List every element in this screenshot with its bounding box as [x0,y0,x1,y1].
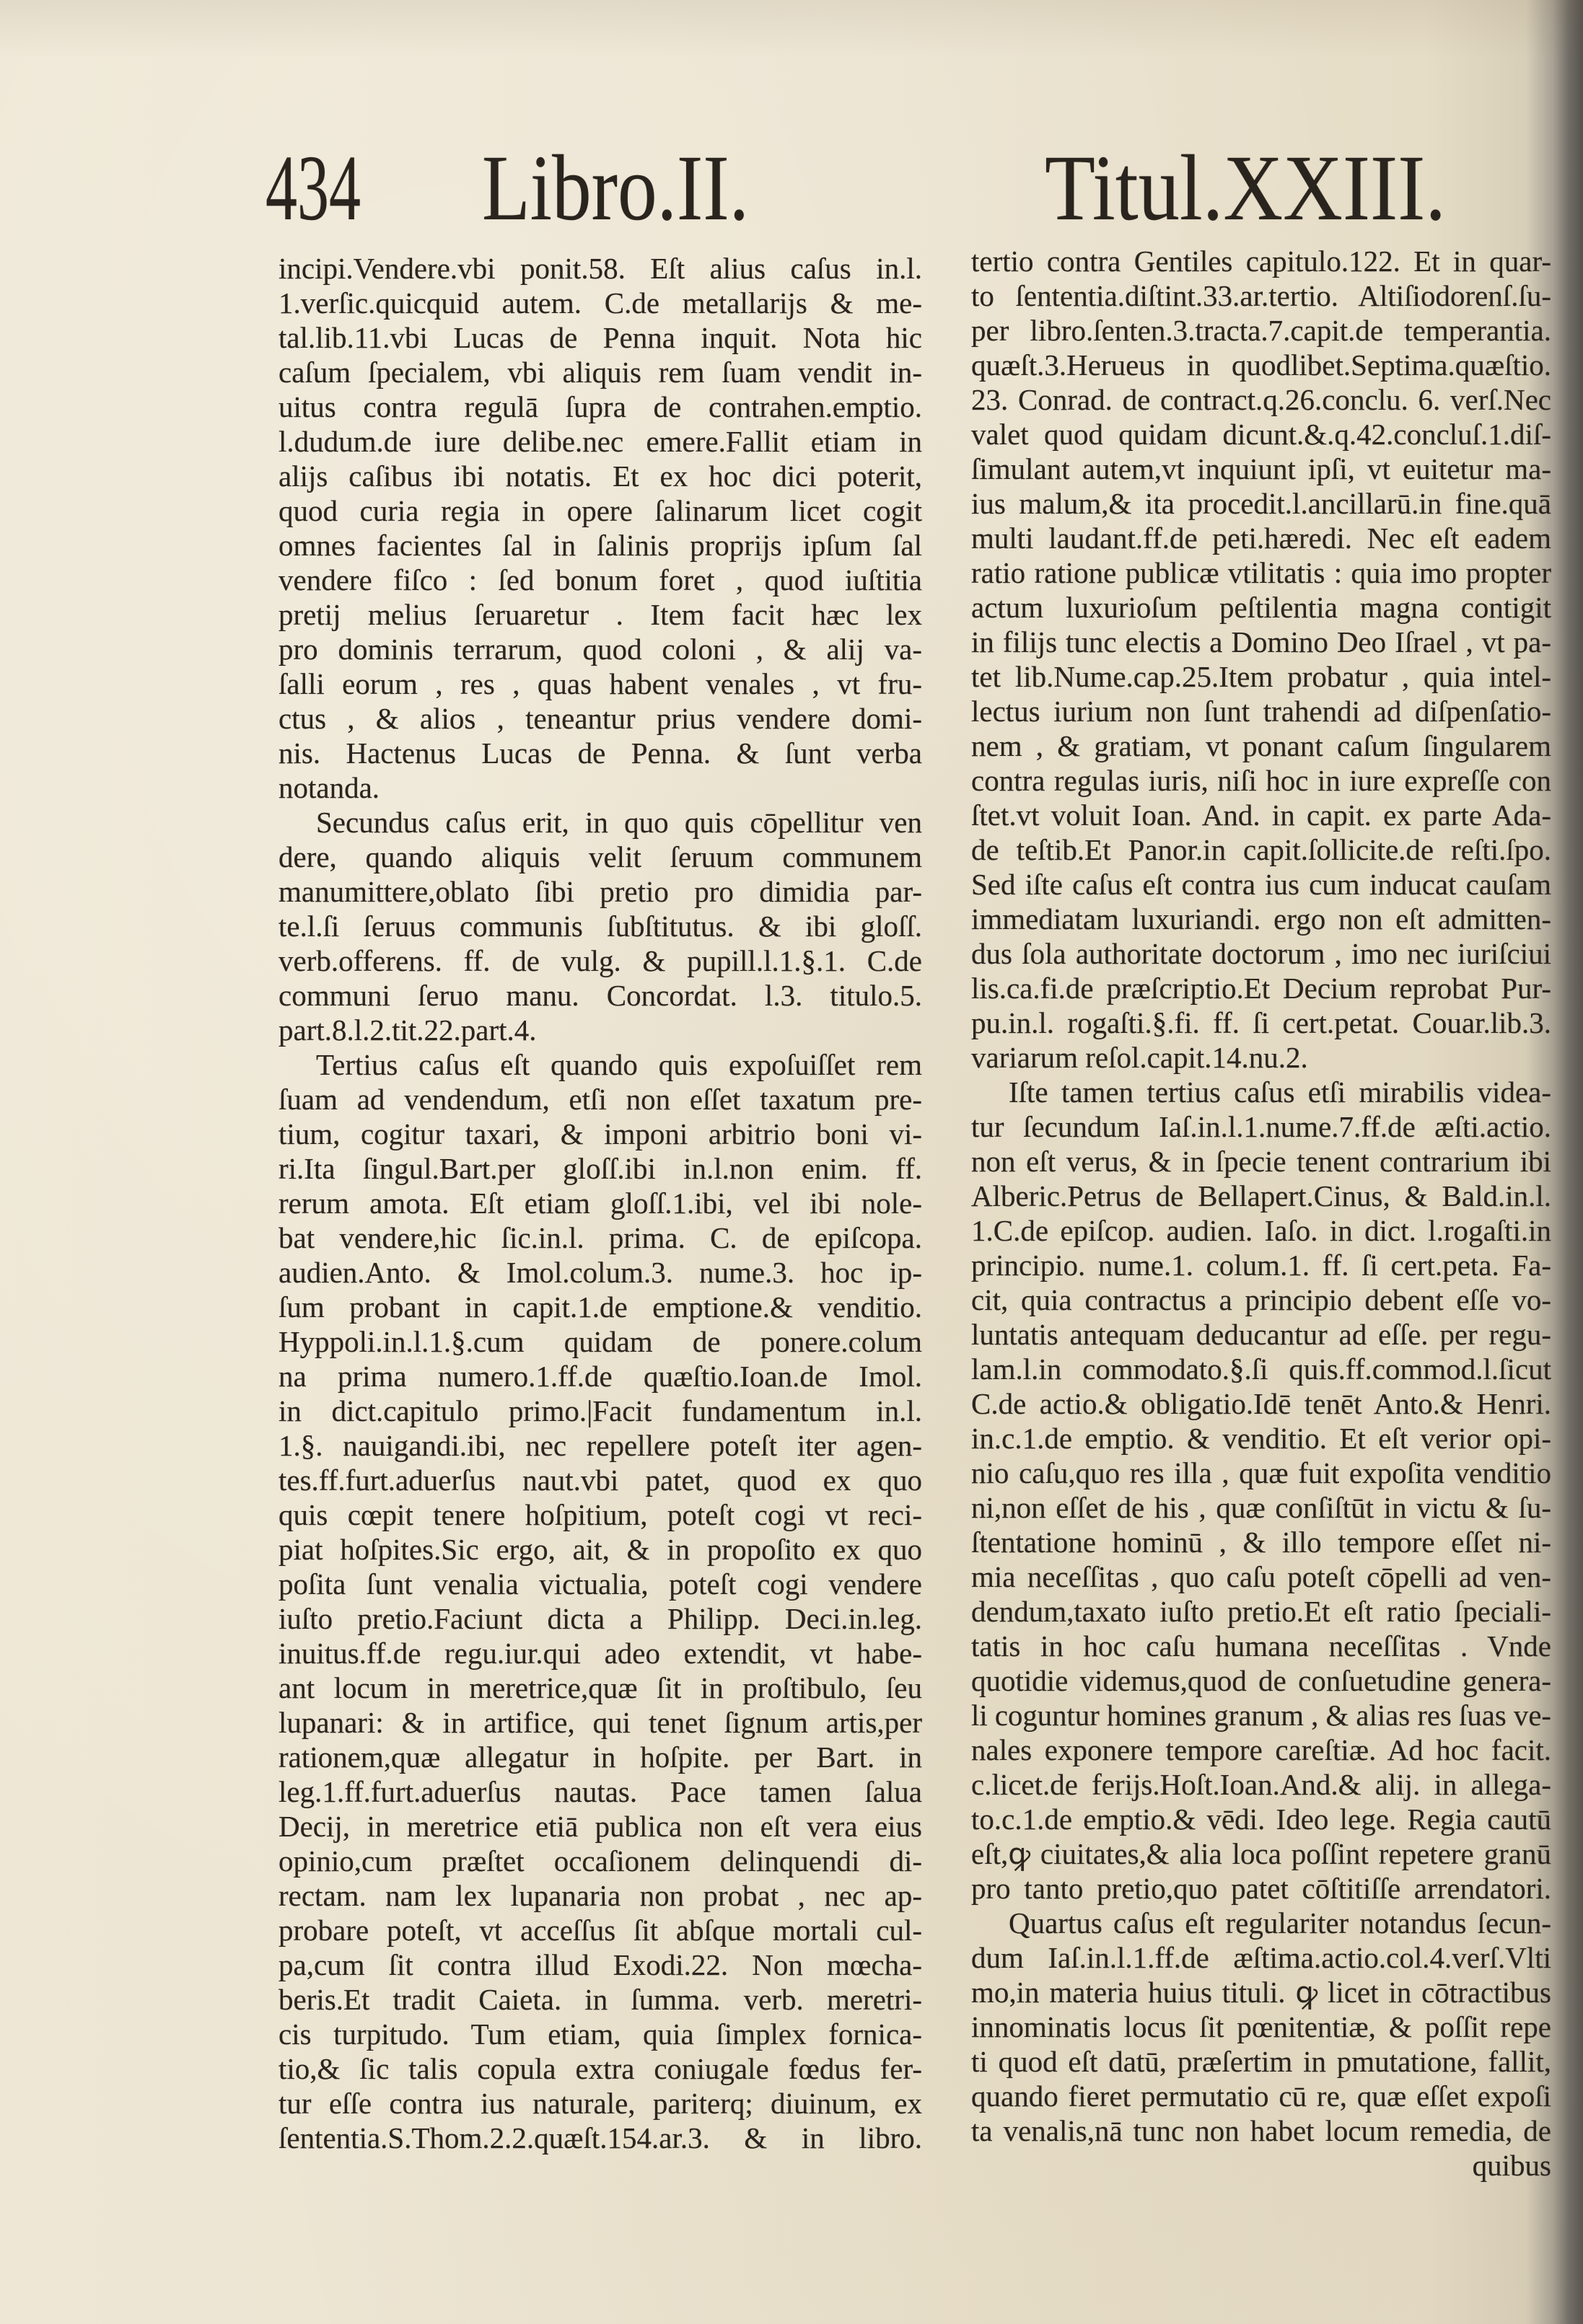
paragraph [971,244,1551,1075]
text-line: ta venalis,nā tunc non habet locum remedia, de [971,2114,1551,2147]
text-line: tes.ff.furt.aduerſus naut.vbi patet, quod ex quo [279,1463,922,1497]
text-line: in.c.1.de emptio. & venditio. Et eſt verior opi- [971,1422,1551,1455]
text-line: nio caſu,quo res illa , quæ fuit expoſita venditio [971,1456,1551,1489]
text-line: 1.verſic.quicquid autem. C.de metallarijs & me- [279,286,922,320]
text-line: alijs caſibus ibi notatis. Et ex hoc dici poterit, [279,459,922,493]
text-line: caſum ſpecialem, vbi aliquis rem ſuam vendit in- [279,356,922,389]
text-line: ſalli eorum , res , quas habent venales , vt fru- [279,667,922,700]
text-line: pu.in.l. rogaſti.§.fi. ff. ſi cert.petat. Couar.lib.3. [971,1006,1551,1039]
text-line: lis.ca.fi.de præſcriptio.Et Decium reprobat Pur- [971,972,1551,1005]
text-line: iuſto pretio.Faciunt dicta a Philipp. Deci.in.leg. [279,1602,922,1635]
text-line: cis turpitudo. Tum etiam, quia ſimplex fornica- [279,2017,922,2051]
text-line: Decij, in meretrice etiā publica non eſt vera eius [279,1810,922,1843]
text-line: variarum reſol.capit.14.nu.2. [971,1041,1308,1074]
text-line: incipi.Vendere.vbi ponit.58. Eſt alius caſus in.l. [279,252,922,285]
text-line: c.licet.de ferijs.Hoſt.Ioan.And.& alij. in allega- [971,1768,1551,1801]
text-line: de teſtib.Et Panor.in capit.ſollicite.de reſti.ſpo. [971,833,1551,866]
text-line: rationem,quæ allegatur in hoſpite. per Bart. in [279,1740,922,1774]
text-line: ſtet.vt voluit Ioan. And. in capit. ex parte Ada- [971,798,1551,832]
text-line: pro tanto pretio,quo patet cōſtitiſſe arrendatori. [971,1872,1551,1905]
text-line: tet lib.Nume.cap.25.Item probatur , quia intel- [971,660,1551,693]
text-line: bat vendere,hic ſic.in.l. prima. C. de epiſcopa. [279,1221,922,1254]
text-line: pro dominis terrarum, quod coloni , & alij va- [279,633,922,666]
catchword: quibus [1472,2149,1551,2182]
text-line: notanda. [279,771,380,804]
text-line: quæſt.3.Herueus in quodlibet.Septima.quæſtio. [971,348,1551,382]
text-line: quotidie videmus,quod de conſuetudine genera- [971,1664,1551,1697]
text-line: audien.Anto. & Imol.colum.3. nume.3. hoc ip- [279,1256,922,1289]
left-column [279,251,922,2155]
text-line: pretij melius ſeruaretur . Item facit hæc lex [279,598,922,631]
text-line: manumittere,oblato ſibi pretio pro dimidia par- [279,875,922,908]
text-line: ius malum,& ita procedit.l.ancillarū.in fine.quā [971,487,1551,520]
text-line: poſita ſunt venalia victualia, poteſt cogi vendere [279,1567,922,1601]
text-line: piat hoſpites.Sic ergo, ait, & in propoſito ex quo [279,1533,922,1566]
text-line: to ſententia.diſtint.33.ar.tertio. Altiſiodorenſ.ſu- [971,279,1551,312]
running-head-title: Titul.XXIII. [1045,136,1446,240]
text-line: li coguntur homines granum , & alias res ſuas ve- [971,1699,1551,1732]
text-line: 1.C.de epiſcop. audien. Iaſo. in dict. l.rogaſti.in [971,1214,1551,1247]
text-line: communi ſeruo manu. Concordat. l.3. titulo.5. [279,979,922,1012]
text-line: 23. Conrad. de contract.q.26.conclu. 6. verſ.Nec [971,383,1551,416]
paragraph [279,805,922,1047]
text-line: Hyppoli.in.l.1.§.cum quidam de ponere.colum [279,1325,922,1358]
text-line: valet quod quidam dicunt.&.q.42.concluſ.1.diſ- [971,418,1551,451]
text-line: inuitus.ff.de regu.iur.qui adeo extendit, vt habe- [279,1637,922,1670]
text-line: mo,in materia huius tituli. ꝙ licet in cōtractibus [971,1976,1551,2009]
text-line: beris.Et tradit Caieta. in ſumma. verb. meretri- [279,1983,922,2016]
text-line: eſt,ꝙ ciuitates,& alia loca poſſint repetere granū [971,1837,1551,1870]
text-line: Tertius caſus eſt quando quis expoſuiſſet rem [316,1048,922,1081]
paragraph [279,251,922,805]
text-line: quod curia regia in opere ſalinarum licet cogit [279,494,922,527]
text-line: rectam. nam lex lupanaria non probat , nec ap- [279,1879,922,1912]
text-line: Quartus caſus eſt regulariter notandus ſecun- [1009,1906,1551,1940]
text-line: in dict.capitulo primo.|Facit fundamentum in.l. [279,1394,922,1427]
text-line: verb.offerens. ff. de vulg. & pupill.l.1.§.1. C.de [279,944,922,977]
page-number: 434 [266,136,361,240]
text-line: in filijs tunc electis a Domino Deo Iſrael , vt pa- [971,625,1551,659]
text-line: tur ſecundum Iaſ.in.l.1.nume.7.ff.de æſti.actio. [971,1110,1551,1143]
text-line: immediatam luxuriandi. ergo non eſt admitten- [971,902,1551,936]
text-line: ſimulant autem,vt inquiunt ipſi, vt euitetur ma- [971,452,1551,485]
text-line: tal.lib.11.vbi Lucas de Penna inquit. Nota hic [279,321,922,354]
text-line: l.dudum.de iure delibe.nec emere.Fallit etiam in [279,425,922,458]
text-line: principio. nume.1. colum.1. ff. ſi cert.peta. Fa- [971,1249,1551,1282]
text-line: leg.1.ff.furt.aduerſus nautas. Pace tamen ſalua [279,1775,922,1808]
text-line: mia neceſſitas , quo caſu poteſt cōpelli ad ven- [971,1560,1551,1593]
running-head-book: Libro.II. [482,136,749,240]
text-line: C.de actio.& obligatio.Idē tenēt Anto.& Henri. [971,1387,1551,1420]
text-line: tatis in hoc caſu humana neceſſitas . Vnde [971,1629,1551,1663]
text-line: Sed iſte caſus eſt contra ius cum inducat cauſam [971,868,1551,901]
text-line: lupanari: & in artifice, qui tenet ſignum artis,per [279,1706,922,1739]
text-line: ti quod eſt datū, præſertim in pmutatione, fallit, [971,2045,1551,2078]
text-line: lectus iurium non ſunt trahendi ad diſpenſatio- [971,695,1551,728]
text-line: innominatis locus ſit pœnitentiæ, & poſſit repe [971,2010,1551,2043]
text-line: nales exponere tempore careſtiæ. Ad hoc facit. [971,1733,1551,1766]
text-line: contra regulas iuris, niſi hoc in iure expreſſe con [971,764,1551,797]
text-line: quando fieret permutatio cū re, quæ eſſet expoſi [971,2079,1551,2113]
text-line: omnes facientes ſal in ſalinis proprijs ipſum ſal [279,529,922,562]
text-line: nis. Hactenus Lucas de Penna. & ſunt verba [279,736,922,770]
text-line: tur eſſe contra ius naturale, pariterq; diuinum, ex [279,2087,922,2120]
text-line: Secundus caſus erit, in quo quis cōpellitur ven [316,806,922,839]
paragraph [971,1075,1551,1906]
text-line: multi laudant.ff.de peti.hæredi. Nec eſt eadem [971,521,1551,555]
text-line: Iſte tamen tertius caſus etſi mirabilis videa- [1009,1075,1551,1109]
text-line: ſum probant in capit.1.de emptione.& venditio. [279,1290,922,1324]
text-line: opinio,cum præſtet occaſionem delinquendi di- [279,1844,922,1878]
text-line: cit, quia contractus a principio debent eſſe vo- [971,1283,1551,1316]
text-line: tertio contra Gentiles capitulo.122. Et in quar- [971,245,1551,278]
text-line: 1.§. nauigandi.ibi, nec repellere poteſt iter agen- [279,1429,922,1462]
text-line: probare poteſt, vt acceſſus ſit abſque mortali cul- [279,1914,922,1947]
text-line: part.8.l.2.tit.22.part.4. [279,1013,537,1047]
text-line: pa,cum ſit contra illud Exodi.22. Non mœcha- [279,1948,922,1981]
text-line: tio,& ſic talis copula extra coniugale fœdus fer- [279,2052,922,2085]
text-line: ant locum in meretrice,quæ ſit in proſtibulo, ſeu [279,1671,922,1704]
text-line: actum luxurioſum peſtilentia magna contigit [971,591,1551,624]
text-line: dus ſola authoritate doctorum , imo nec iuriſciui [971,937,1551,970]
text-line: ratio ratione publicæ vtilitatis : quia imo propter [971,556,1551,589]
text-line: tium, cogitur taxari, & imponi arbitrio boni vi- [279,1117,922,1150]
text-line: ri.Ita ſingul.Bart.per gloſſ.ibi in.l.non enim. ff. [279,1152,922,1185]
text-line: rerum amota. Eſt etiam gloſſ.1.ibi, vel ibi nole- [279,1187,922,1220]
text-line: uitus contra regulā ſupra de contrahen.emptio. [279,390,922,423]
text-line: quis cœpit tenere hoſpitium, poteſt cogi vt reci- [279,1498,922,1531]
text-line: ctus , & alios , teneantur prius vendere domi- [279,702,922,735]
text-line: ſententia.S.Thom.2.2.quæſt.154.ar.3. & in libro. [279,2121,922,2154]
text-line: non eſt verus, & in ſpecie tenent contrarium ibi [971,1145,1551,1178]
text-line: te.l.ſi ſeruus communis ſubſtitutus. & ibi gloſſ. [279,910,922,943]
text-line: na prima numero.1.ff.de quæſtio.Ioan.de Imol. [279,1360,922,1393]
text-line: ni,non eſſet de his , quæ conſiſtūt in victu & ſu- [971,1491,1551,1524]
text-line: ſuam ad vendendum, etſi non eſſet taxatum pre- [279,1083,922,1116]
text-line: Alberic.Petrus de Bellapert.Cinus, & Bald.in.l. [971,1179,1551,1212]
paragraph [279,1047,922,2155]
text-line: dum Iaſ.in.l.1.ff.de æſtima.actio.col.4.verſ.Vlti [971,1941,1551,1974]
text-line: dere, quando aliquis velit ſeruum communem [279,840,922,873]
text-line: dendum,taxato iuſto pretio.Et eſt ratio ſpeciali- [971,1595,1551,1628]
text-line: vendere fiſco : ſed bonum foret , quod iuſtitia [279,563,922,597]
text-line: nem , & gratiam, vt ponant caſum ſingularem [971,729,1551,762]
text-line: lam.l.in commodato.§.ſi quis.ff.commod.l.ſicut [971,1352,1551,1386]
right-column [971,244,1551,2183]
paragraph [971,1906,1551,2148]
text-line: luntatis antequam deducantur ad eſſe. per regu- [971,1318,1551,1351]
text-line: ſtentatione hominū , & illo tempore eſſet ni- [971,1526,1551,1559]
text-line: to.c.1.de emptio.& vēdi. Ideo lege. Regia cautū [971,1803,1551,1836]
text-line: per libro.ſenten.3.tracta.7.capit.de temperantia. [971,314,1551,347]
